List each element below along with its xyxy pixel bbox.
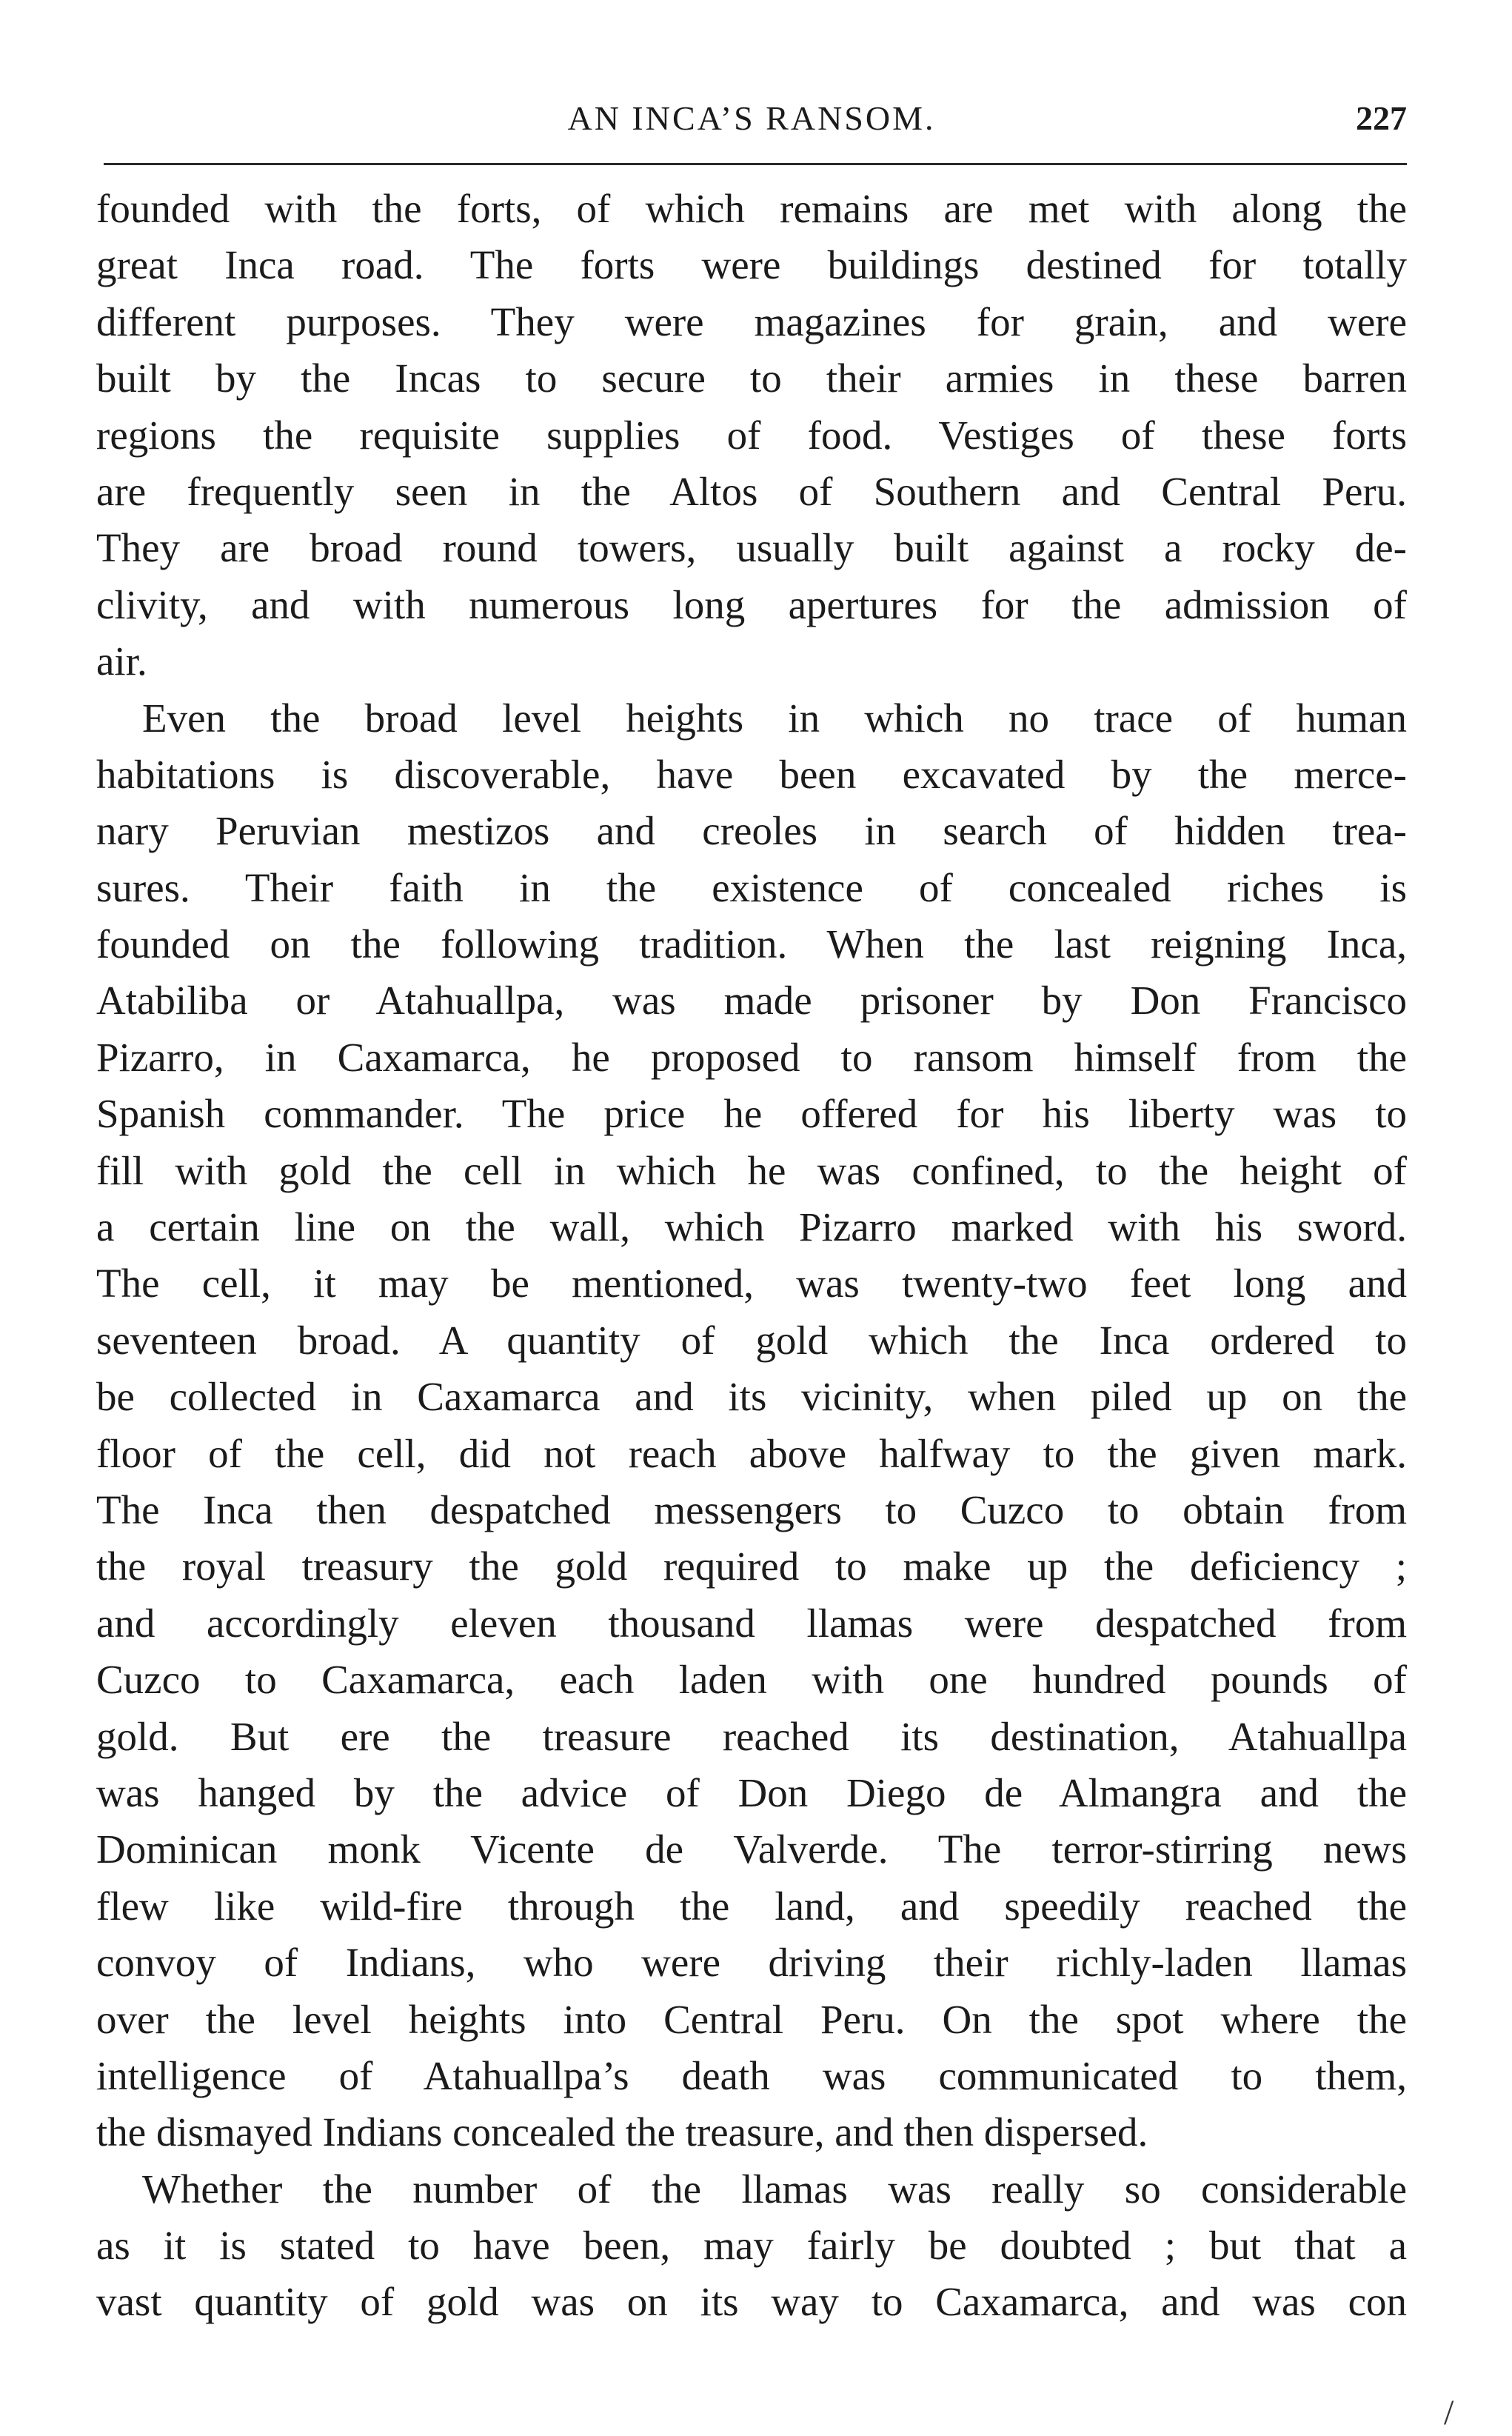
- text-line: as it is stated to have been, may fairly be doubted ; but that a: [96, 2223, 1407, 2269]
- paragraph: [96, 2161, 1407, 2331]
- text-line: Cuzco to Caxamarca, each laden with one hundred pounds of: [96, 1657, 1407, 1703]
- text-line: over the level heights into Central Peru. On the spot where the: [96, 1996, 1407, 2042]
- text-line: flew like wild-fire through the land, and speedily reached the: [96, 1883, 1407, 1929]
- text-line: habitations is discoverable, have been excavated by the merce-: [96, 751, 1407, 797]
- text-line: Spanish commander. The price he offered for his liberty was to: [96, 1091, 1407, 1137]
- text-line: Dominican monk Vicente de Valverde. The terror-stirring news: [96, 1826, 1407, 1872]
- text-line: nary Peruvian mestizos and creoles in search of hidden trea-: [96, 808, 1407, 854]
- text-line: fill with gold the cell in which he was confined, to the height of: [96, 1147, 1407, 1193]
- body-text: [96, 181, 1407, 2331]
- text-line: the royal treasury the gold required to make up the deficiency ;: [96, 1544, 1407, 1589]
- text-line: intelligence of Atahuallpa’s death was communicated to them,: [96, 2052, 1407, 2098]
- text-line: convoy of Indians, who were driving their richly-laden llamas: [96, 1940, 1407, 1986]
- text-line: Even the broad level heights in which no trace of human: [142, 695, 1407, 741]
- text-line: was hanged by the advice of Don Diego de Almangra and the: [96, 1769, 1407, 1815]
- text-line: The cell, it may be mentioned, was twenty-two feet long and: [96, 1261, 1407, 1307]
- header-rule: [104, 163, 1407, 165]
- text-line: Atabiliba or Atahuallpa, was made prisoner by Don Francisco: [96, 978, 1407, 1024]
- paragraph: [96, 181, 1407, 690]
- text-line: sures. Their faith in the existence of concealed riches is: [96, 864, 1407, 910]
- text-line: The Inca then despatched messengers to Cuzco to obtain from: [96, 1486, 1407, 1532]
- text-line: built by the Incas to secure to their armies in these barren: [96, 356, 1407, 401]
- text-line: vast quantity of gold was on its way to Caxamarca, and was con: [96, 2279, 1407, 2325]
- text-line: air.: [96, 638, 147, 684]
- page-number: 227: [1356, 99, 1407, 137]
- text-line: different purposes. They were magazines for grain, and were: [96, 298, 1407, 344]
- margin-mark: /: [1444, 2393, 1454, 2432]
- text-line: regions the requisite supplies of food. Vestiges of these forts: [96, 412, 1407, 458]
- text-line: gold. But ere the treasure reached its destination, Atahuallpa: [96, 1713, 1407, 1759]
- text-line: Pizarro, in Caxamarca, he proposed to ransom himself from the: [96, 1034, 1407, 1080]
- text-line: They are broad round towers, usually built against a rocky de-: [96, 525, 1407, 571]
- text-line: Whether the number of the llamas was really so considerable: [142, 2166, 1407, 2212]
- text-line: great Inca road. The forts were buildings destined for totally: [96, 242, 1407, 288]
- text-line: seventeen broad. A quantity of gold which the Inca ordered to: [96, 1317, 1407, 1363]
- text-line: and accordingly eleven thousand llamas were despatched from: [96, 1600, 1407, 1646]
- text-line: clivity, and with numerous long apertures for the admission of: [96, 581, 1407, 627]
- text-line: a certain line on the wall, which Pizarro marked with his sword.: [96, 1204, 1407, 1250]
- text-line: be collected in Caxamarca and its vicinity, when piled up on the: [96, 1374, 1407, 1420]
- text-line: are frequently seen in the Altos of Southern and Central Peru.: [96, 468, 1407, 514]
- text-line: floor of the cell, did not reach above halfway to the given mark.: [96, 1430, 1407, 1476]
- paragraph: [96, 690, 1407, 2161]
- text-line: founded with the forts, of which remains are met with along the: [96, 186, 1407, 231]
- text-line: the dismayed Indians concealed the treasure, and then dispersed.: [96, 2109, 1148, 2155]
- text-line: founded on the following tradition. When the last reigning Inca,: [96, 921, 1407, 967]
- running-title: AN INCA’S RANSOM.: [567, 99, 936, 137]
- page-header: [96, 81, 1407, 148]
